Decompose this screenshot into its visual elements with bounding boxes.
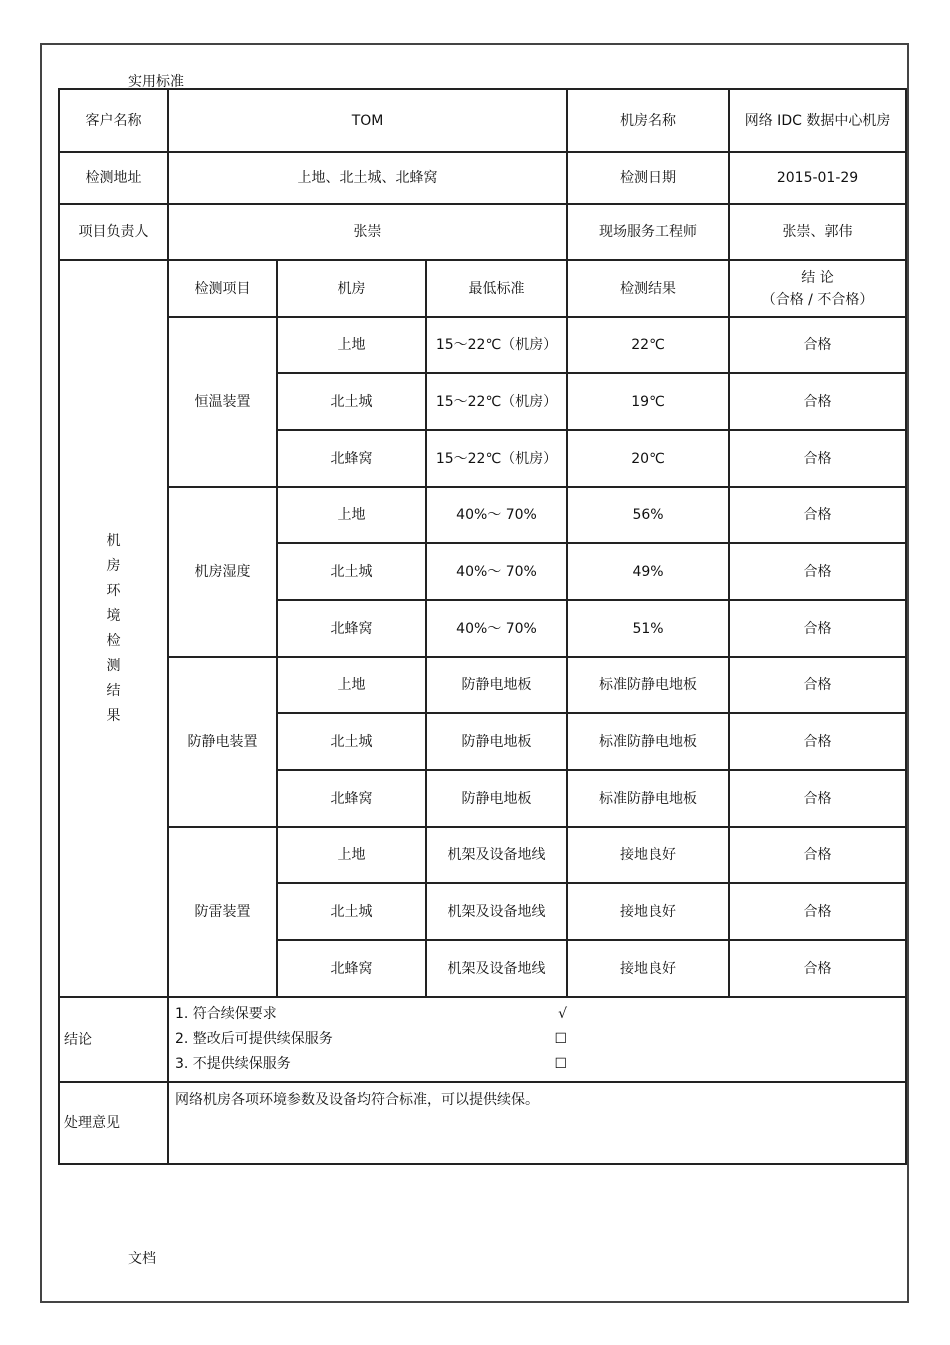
- result-cell: 19℃: [567, 373, 729, 430]
- checkbox-icon: ☐: [554, 1031, 567, 1047]
- conclusion-cell: 合格: [729, 827, 906, 883]
- room-cell: 上地: [277, 317, 426, 373]
- table-row: [59, 487, 906, 543]
- result-cell: 20℃: [567, 430, 729, 487]
- result-cell: 接地良好: [567, 940, 729, 997]
- result-cell: 51%: [567, 600, 729, 657]
- manager-value: 张崇: [168, 204, 567, 260]
- address-value: 上地、北土城、北蜂窝: [168, 152, 567, 204]
- conclusion-cell: 合格: [729, 487, 906, 543]
- env-header-row: [59, 260, 906, 317]
- room-cell: 北土城: [277, 543, 426, 600]
- conclusion-option: 1. 符合续保要求 √: [175, 1002, 567, 1027]
- manager-label: 项目负责人: [59, 204, 168, 260]
- conclusion-row: [59, 997, 906, 1082]
- result-cell: 接地良好: [567, 883, 729, 940]
- address-row: [59, 152, 906, 204]
- opinion-label: 处理意见: [59, 1082, 168, 1164]
- customer-row: [59, 89, 906, 152]
- conclusion-option: 3. 不提供续保服务 ☐: [175, 1052, 567, 1077]
- conclusion-cell: 合格: [729, 657, 906, 713]
- engineer-label: 现场服务工程师: [567, 204, 729, 260]
- room-cell: 上地: [277, 657, 426, 713]
- col-standard-header: 最低标准: [426, 260, 567, 317]
- room-cell: 上地: [277, 487, 426, 543]
- standard-cell: 机架及设备地线: [426, 940, 567, 997]
- room-cell: 北蜂窝: [277, 430, 426, 487]
- footer-note: 文档: [128, 1251, 156, 1267]
- table-row: [59, 827, 906, 883]
- room-cell: 北土城: [277, 713, 426, 770]
- standard-cell: 15～22℃（机房）: [426, 373, 567, 430]
- result-cell: 22℃: [567, 317, 729, 373]
- manager-row: [59, 204, 906, 260]
- conclusion-cell: 合格: [729, 713, 906, 770]
- room-cell: 北蜂窝: [277, 600, 426, 657]
- conclusion-cell: 合格: [729, 373, 906, 430]
- room-name-label: 机房名称: [567, 89, 729, 152]
- opinion-row: [59, 1082, 906, 1164]
- conclusion-option: 2. 整改后可提供续保服务 ☐: [175, 1027, 567, 1052]
- conclusion-cell: 合格: [729, 940, 906, 997]
- conclusion-options: [168, 997, 906, 1082]
- address-label: 检测地址: [59, 152, 168, 204]
- group-name: 机房湿度: [168, 487, 277, 657]
- group-name: 恒温装置: [168, 317, 277, 487]
- conclusion-cell: 合格: [729, 317, 906, 373]
- room-cell: 上地: [277, 827, 426, 883]
- result-cell: 56%: [567, 487, 729, 543]
- conclusion-cell: 合格: [729, 430, 906, 487]
- table-row: [59, 317, 906, 373]
- conclusion-cell: 合格: [729, 770, 906, 827]
- standard-cell: 防静电地板: [426, 713, 567, 770]
- standard-cell: 防静电地板: [426, 770, 567, 827]
- room-cell: 北土城: [277, 883, 426, 940]
- customer-label: 客户名称: [59, 89, 168, 152]
- room-name-value: 网络 IDC 数据中心机房: [729, 89, 906, 152]
- customer-value: TOM: [168, 89, 567, 152]
- standard-cell: 机架及设备地线: [426, 827, 567, 883]
- room-cell: 北蜂窝: [277, 940, 426, 997]
- date-label: 检测日期: [567, 152, 729, 204]
- standard-cell: 防静电地板: [426, 657, 567, 713]
- conclusion-cell: 合格: [729, 543, 906, 600]
- room-cell: 北蜂窝: [277, 770, 426, 827]
- standard-cell: 40%～ 70%: [426, 543, 567, 600]
- standard-cell: 40%～ 70%: [426, 600, 567, 657]
- result-cell: 49%: [567, 543, 729, 600]
- col-result-header: 检测结果: [567, 260, 729, 317]
- col-room-header: 机房: [277, 260, 426, 317]
- room-cell: 北土城: [277, 373, 426, 430]
- result-cell: 标准防静电地板: [567, 713, 729, 770]
- header-note: 实用标准: [128, 74, 184, 90]
- result-cell: 标准防静电地板: [567, 657, 729, 713]
- result-cell: 标准防静电地板: [567, 770, 729, 827]
- standard-cell: 40%～ 70%: [426, 487, 567, 543]
- inspection-report-table: [58, 88, 907, 1165]
- standard-cell: 15～22℃（机房）: [426, 430, 567, 487]
- standard-cell: 机架及设备地线: [426, 883, 567, 940]
- col-item-header: 检测项目: [168, 260, 277, 317]
- col-conclusion-header: 结 论 （合格 / 不合格）: [729, 260, 906, 317]
- engineer-value: 张崇、郭伟: [729, 204, 906, 260]
- table-row: [59, 657, 906, 713]
- group-name: 防雷装置: [168, 827, 277, 997]
- checkbox-icon: ☐: [554, 1056, 567, 1072]
- opinion-text: 网络机房各项环境参数及设备均符合标准，可以提供续保。: [168, 1082, 906, 1164]
- group-name: 防静电装置: [168, 657, 277, 827]
- conclusion-label: 结论: [59, 997, 168, 1082]
- conclusion-cell: 合格: [729, 883, 906, 940]
- checkmark-icon: √: [558, 1006, 567, 1022]
- env-section-label: 机 房 环 境 检 测 结 果: [59, 260, 168, 997]
- standard-cell: 15～22℃（机房）: [426, 317, 567, 373]
- conclusion-cell: 合格: [729, 600, 906, 657]
- result-cell: 接地良好: [567, 827, 729, 883]
- date-value: 2015-01-29: [729, 152, 906, 204]
